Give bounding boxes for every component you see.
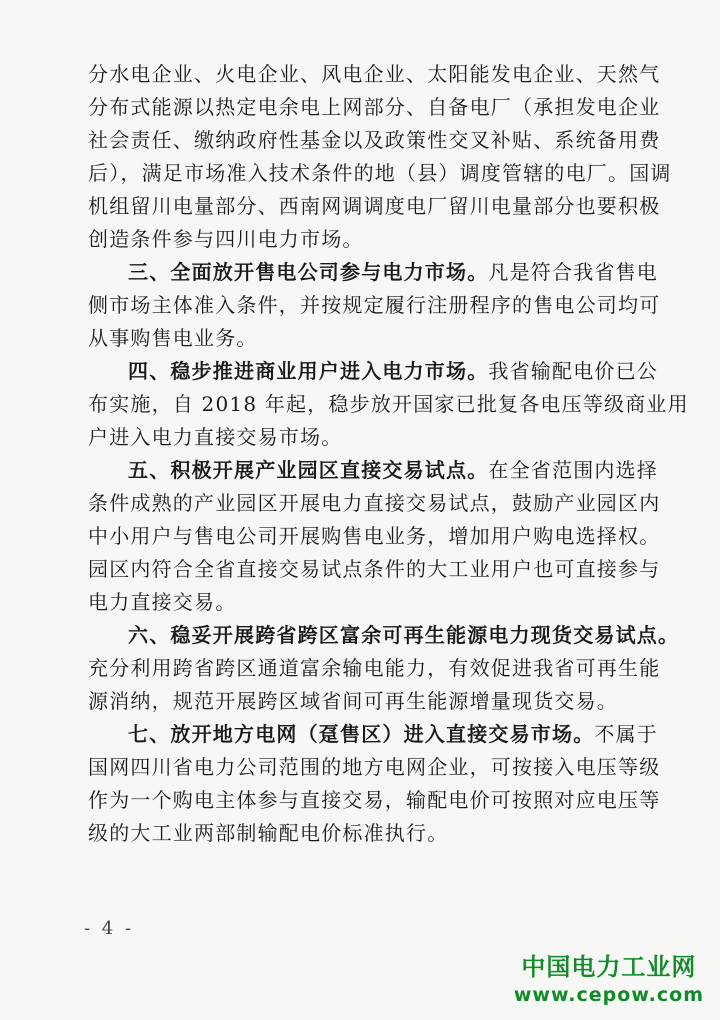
text-line [88,718,659,751]
text-line: 级的大工业两部制输配电价标准执行。 [88,821,449,845]
section-heading: 七、放开地方电网（趸售区）进入直接交易市场。 [128,722,595,746]
text-line [88,454,659,487]
site-watermark [514,952,704,1008]
text-line [88,619,680,652]
text-run: 我省输配电价已公 [488,359,659,383]
section-heading: 三、全面放开售电公司参与电力市场。 [128,260,489,284]
text-line: 电力直接交易。 [88,590,237,614]
text-line: 从事购售电业务。 [88,326,258,350]
watermark-name: 中国电力工业网 [521,953,697,981]
watermark-url: www.cepow.com [513,984,704,1006]
page-number: - 4 - [84,918,135,939]
paragraph-section-7 [88,718,661,850]
paragraph-section-5 [88,454,661,619]
text-line: 源消纳，规范开展跨区域省间可再生能源增量现货交易。 [88,689,618,713]
text-line: 国网四川省电力公司范围的地方电网企业，可按接入电压等级 [88,755,661,779]
text-line: 户进入电力直接交易市场。 [88,425,343,449]
text-run: 不属于 [594,722,659,746]
text-line: 社会责任、缴纳政府性基金以及政策性交叉补贴、系统备用费 [88,128,661,152]
text-run: 在全省范围内选择 [488,458,659,482]
text-line [88,256,659,289]
text-line: 园区内符合全省直接交易试点条件的大工业用户也可直接参与 [88,557,661,581]
text-line: 机组留川电量部分、西南网调调度电厂留川电量部分也要积极 [88,194,661,218]
text-line: 分布式能源以热定电余电上网部分、自备电厂（承担发电企业 [88,95,661,119]
paragraph-section-6 [88,619,680,718]
section-heading: 六、稳妥开展跨省跨区富余可再生能源电力现货交易试点。 [128,623,680,647]
text-line: 侧市场主体准入条件，并按规定履行注册程序的售电公司均可 [88,293,661,317]
text-line: 条件成熟的产业园区开展电力直接交易试点，鼓励产业园区内 [88,491,661,515]
document-body [88,58,689,850]
text-line: 分水电企业、火电企业、风电企业、太阳能发电企业、天然气 [88,62,661,86]
section-heading: 五、积极开展产业园区直接交易试点。 [128,458,489,482]
section-heading: 四、稳步推进商业用户进入电力市场。 [128,359,489,383]
text-line: 充分利用跨省跨区通道富余输电能力，有效促进我省可再生能 [88,656,661,680]
text-line [88,355,659,388]
text-line: 后），满足市场准入技术条件的地（县）调度管辖的电厂。国调 [88,161,672,185]
text-line: 中小用户与售电公司开展购售电业务，增加用户购电选择权。 [88,524,661,548]
text-line: 作为一个购电主体参与直接交易，输配电价可按照对应电压等 [88,788,661,812]
paragraph-continuation [88,58,672,256]
paragraph-section-3 [88,256,661,355]
text-line: 布实施，自 2018 年起，稳步放开国家已批复各电压等级商业用 [88,392,689,416]
text-line: 创造条件参与四川电力市场。 [88,227,364,251]
text-run: 凡是符合我省售电 [488,260,659,284]
paragraph-section-4 [88,355,689,454]
